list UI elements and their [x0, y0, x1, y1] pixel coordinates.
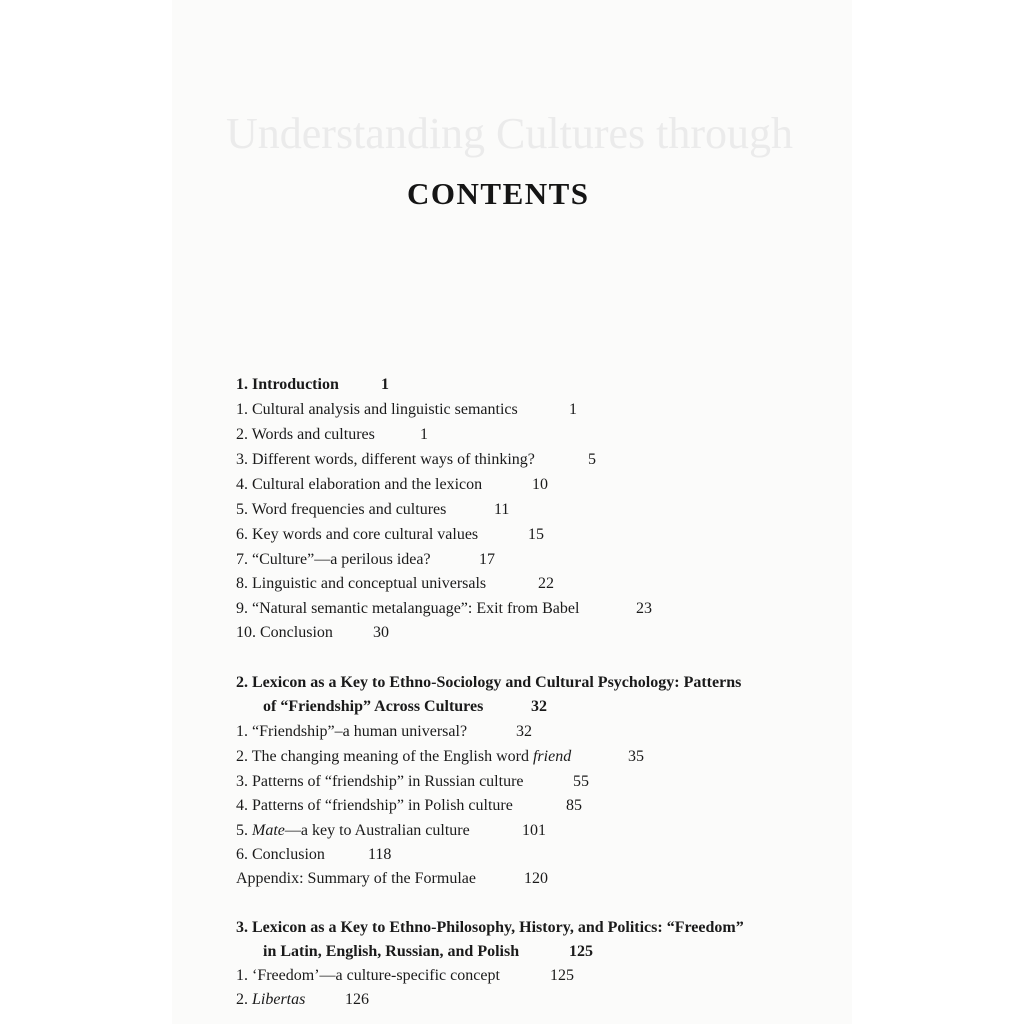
chapter-title: 2. Lexicon as a Key to Ethno-Sociology and Cultural Psychology: Patterns — [236, 674, 742, 691]
page-number: 126 — [345, 991, 369, 1008]
entry-title: Patterns of “friendship” in Polish culture — [252, 797, 513, 814]
entry-title: “Culture”—a perilous idea? — [252, 551, 431, 568]
page-number: 120 — [524, 870, 548, 887]
entry-title: Conclusion — [260, 624, 333, 641]
toc-entry — [236, 400, 577, 420]
entry-number: 3. — [236, 451, 248, 468]
toc-entry — [236, 747, 644, 767]
entry-title: Cultural analysis and linguistic semantics — [252, 401, 518, 418]
chapter-heading — [236, 375, 389, 395]
chapter-heading — [236, 673, 741, 693]
entry-number: 10. — [236, 624, 256, 641]
entry-title: Linguistic and conceptual universals — [252, 575, 487, 592]
entry-title: Cultural elaboration and the lexicon — [252, 476, 483, 493]
page-number: 32 — [531, 698, 547, 715]
bleed-through-text: Understanding Cultures through — [226, 109, 794, 158]
toc-entry — [236, 475, 548, 495]
entry-number: 6. — [236, 846, 248, 863]
toc-entry — [236, 623, 389, 643]
toc-entry — [236, 772, 589, 792]
entry-title: “Natural semantic metalanguage”: Exit from Babel — [252, 600, 580, 617]
entry-number: 5. — [236, 501, 248, 518]
page-number: 32 — [516, 723, 532, 740]
toc-entry — [236, 722, 532, 742]
page-number: 15 — [528, 526, 544, 543]
entry-number: 1. — [236, 723, 248, 740]
entry-title: Word frequencies and cultures — [251, 501, 447, 518]
chapter-title: 3. Lexicon as a Key to Ethno-Philosophy, History, and Politics: “Freedom” — [236, 919, 744, 936]
entry-number: 9. — [236, 600, 248, 617]
toc-entry — [236, 425, 428, 445]
page-number: 101 — [522, 822, 546, 839]
page-number: 23 — [636, 600, 652, 617]
entry-number: 1. — [236, 967, 248, 984]
toc-entry — [236, 525, 544, 545]
chapter-title: of “Friendship” Across Cultures — [263, 698, 484, 715]
page-number: 85 — [566, 797, 582, 814]
entry-title-italic: Mate — [252, 822, 285, 839]
entry-title: The changing meaning of the English word — [251, 748, 529, 765]
page-number: 11 — [494, 501, 510, 518]
entry-number: 4. — [236, 797, 248, 814]
entry-number: 8. — [236, 575, 248, 592]
chapter-heading — [236, 918, 744, 938]
entry-number: 4. — [236, 476, 248, 493]
chapter-heading-continued — [263, 697, 547, 717]
entry-number: 3. — [236, 773, 248, 790]
chapter-title: 1. Introduction — [236, 376, 339, 393]
page-number: 125 — [550, 967, 574, 984]
toc-entry — [236, 500, 510, 520]
page-number: 30 — [373, 624, 389, 641]
toc-entry — [236, 966, 574, 986]
toc-entry — [236, 796, 582, 816]
page-number: 10 — [532, 476, 548, 493]
entry-title-italic: Libertas — [252, 991, 306, 1008]
entry-number: 6. — [236, 526, 248, 543]
toc-entry — [236, 599, 652, 619]
entry-title: Different words, different ways of thinking? — [252, 451, 535, 468]
entry-number: 2. — [236, 991, 248, 1008]
page-number: 35 — [628, 748, 644, 765]
page-number: 22 — [538, 575, 554, 592]
entry-number: 7. — [236, 551, 248, 568]
toc-entry — [236, 574, 554, 594]
page-number: 125 — [569, 943, 593, 960]
page-number: 118 — [368, 846, 392, 863]
page-number: 1 — [569, 401, 577, 418]
entry-title: —a key to Australian culture — [284, 822, 470, 839]
entry-title: Patterns of “friendship” in Russian culture — [252, 773, 524, 790]
entry-number: 5. — [236, 822, 248, 839]
toc-entry — [236, 845, 392, 865]
toc-entry — [236, 450, 596, 470]
entry-title: Appendix: Summary of the Formulae — [236, 870, 476, 887]
page-number: 17 — [479, 551, 495, 568]
toc-entry — [236, 821, 546, 841]
page-title: CONTENTS — [407, 176, 590, 211]
chapter-title: in Latin, English, Russian, and Polish — [263, 943, 520, 960]
entry-number: 1. — [236, 401, 248, 418]
page-number: 5 — [588, 451, 596, 468]
page-number: 1 — [420, 426, 428, 443]
entry-title-italic: friend — [532, 748, 572, 765]
entry-title: Key words and core cultural values — [252, 526, 479, 543]
entry-title: “Friendship”–a human universal? — [252, 723, 468, 740]
chapter-heading-continued — [263, 942, 593, 962]
entry-number: 2. — [236, 748, 248, 765]
toc-entry — [236, 869, 548, 889]
entry-title: Conclusion — [252, 846, 325, 863]
toc-entry — [236, 550, 495, 570]
page-number: 1 — [381, 376, 389, 393]
entry-number: 2. — [236, 426, 248, 443]
entry-title: Words and cultures — [251, 426, 375, 443]
entry-title: ‘Freedom’—a culture-specific concept — [252, 967, 500, 984]
toc-entry — [236, 990, 369, 1010]
page-number: 55 — [573, 773, 589, 790]
